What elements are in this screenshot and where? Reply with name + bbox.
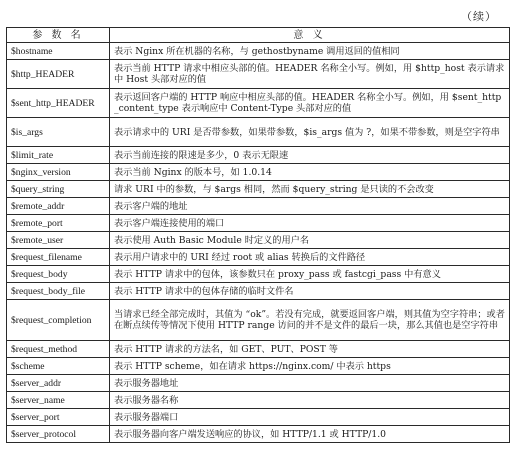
param-desc: 表示 HTTP 请求中的包体存储的临时文件名 <box>110 283 510 300</box>
param-name: $request_filename <box>7 249 110 266</box>
param-name: $server_protocol <box>7 426 110 443</box>
table-header-row <box>7 28 510 43</box>
param-desc: 表示服务器端口 <box>110 409 510 426</box>
table-row <box>7 358 510 375</box>
header-meaning: 意 义 <box>110 28 510 43</box>
param-name: $server_name <box>7 392 110 409</box>
param-name: $scheme <box>7 358 110 375</box>
param-name: $nginx_version <box>7 164 110 181</box>
table-row <box>7 375 510 392</box>
param-name: $remote_user <box>7 232 110 249</box>
param-desc: 表示客户端的地址 <box>110 198 510 215</box>
param-desc: 表示服务器地址 <box>110 375 510 392</box>
param-desc: 表示 Nginx 所在机器的名称，与 gethostbyname 调用返回的值相同 <box>110 43 510 60</box>
param-desc: 表示服务器向客户端发送响应的协议，如 HTTP/1.1 或 HTTP/1.0 <box>110 426 510 443</box>
param-name: $hostname <box>7 43 110 60</box>
param-name: $limit_rate <box>7 147 110 164</box>
param-desc: 表示当前 HTTP 请求中相应头部的值。HEADER 名称全小写。例如，用 $http_host 表示请求中 Host 头部对应的值 <box>110 60 510 89</box>
param-name: $server_addr <box>7 375 110 392</box>
param-name: $remote_port <box>7 215 110 232</box>
param-desc: 表示请求中的 URI 是否带参数，如果带参数，$is_args 值为 ?，如果不带参数，则是空字符串 <box>110 118 510 147</box>
param-name: $request_method <box>7 341 110 358</box>
param-desc: 表示用户请求中的 URI 经过 root 或 alias 转换后的文件路径 <box>110 249 510 266</box>
param-name: $query_string <box>7 181 110 198</box>
table-row <box>7 341 510 358</box>
param-desc: 表示当前 Nginx 的版本号，如 1.0.14 <box>110 164 510 181</box>
table-row <box>7 60 510 89</box>
param-desc: 当请求已经全部完成时，其值为 “ok”。若没有完成，就要返回客户端，则其值为空字符串；或者在断点续传等情况下使用 HTTP range 访问的并不是文件的最后一块，那么其值也是空字符串 <box>110 300 510 341</box>
continued-label: （续） <box>461 10 497 23</box>
param-name: $server_port <box>7 409 110 426</box>
variables-table <box>6 27 510 443</box>
param-name: $request_body <box>7 266 110 283</box>
param-name: $http_HEADER <box>7 60 110 89</box>
table-row <box>7 232 510 249</box>
table-row <box>7 89 510 118</box>
table-row <box>7 266 510 283</box>
table-row <box>7 249 510 266</box>
table-row <box>7 147 510 164</box>
header-param-name: 参 数 名 <box>7 28 110 43</box>
table-row <box>7 409 510 426</box>
param-name: $request_completion <box>7 300 110 341</box>
param-desc: 表示返回客户端的 HTTP 响应中相应头部的值。HEADER 名称全小写。例如，用 $sent_http_content_type 表示响应中 Content-Type 头部对应的值 <box>110 89 510 118</box>
table-row <box>7 426 510 443</box>
table-row <box>7 198 510 215</box>
table-row <box>7 300 510 341</box>
table-row <box>7 215 510 232</box>
table-row <box>7 43 510 60</box>
table-row <box>7 392 510 409</box>
table-row <box>7 118 510 147</box>
param-desc: 表示客户端连接使用的端口 <box>110 215 510 232</box>
table-row <box>7 283 510 300</box>
param-name: $is_args <box>7 118 110 147</box>
param-desc: 请求 URI 中的参数，与 $args 相同，然而 $query_string 是只读的不会改变 <box>110 181 510 198</box>
param-desc: 表示 HTTP 请求中的包体，该参数只在 proxy_pass 或 fastcgi_pass 中有意义 <box>110 266 510 283</box>
table-row <box>7 181 510 198</box>
param-name: $sent_http_HEADER <box>7 89 110 118</box>
param-name: $remote_addr <box>7 198 110 215</box>
param-desc: 表示当前连接的限速是多少，0 表示无限速 <box>110 147 510 164</box>
param-desc: 表示服务器名称 <box>110 392 510 409</box>
table-row <box>7 164 510 181</box>
param-desc: 表示使用 Auth Basic Module 时定义的用户名 <box>110 232 510 249</box>
param-desc: 表示 HTTP scheme，如在请求 https://nginx.com/ 中表示 https <box>110 358 510 375</box>
param-name: $request_body_file <box>7 283 110 300</box>
param-desc: 表示 HTTP 请求的方法名，如 GET、PUT、POST 等 <box>110 341 510 358</box>
